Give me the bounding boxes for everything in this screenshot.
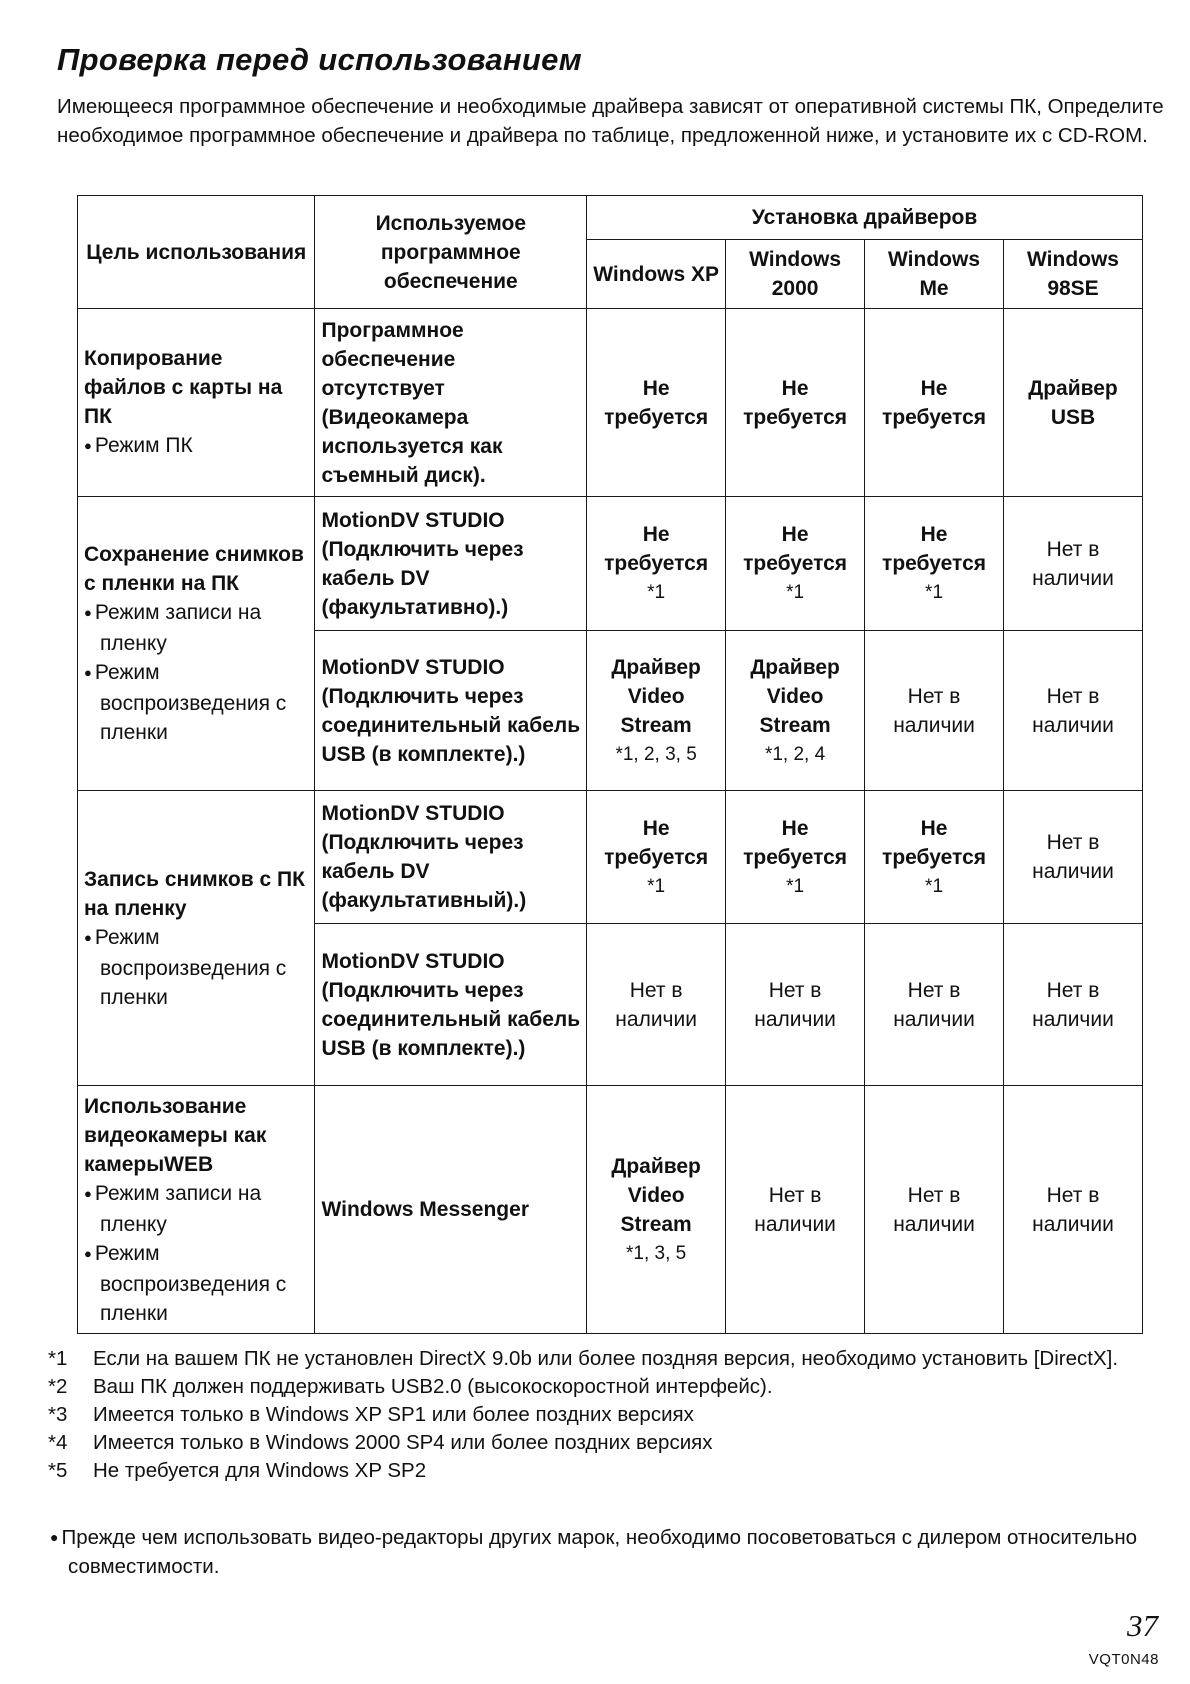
purpose-cell <box>78 309 315 497</box>
mode-item: ● Режим воспроизведения с пленки <box>84 658 308 747</box>
table-row <box>78 309 1143 497</box>
purpose-title: Запись снимков с ПК на пленку <box>84 867 305 920</box>
header-os-me: Windows Me <box>865 240 1004 309</box>
table-header-row <box>78 196 1143 240</box>
header-os-xp: Windows XP <box>587 240 726 309</box>
driver-cell: Драйвер Video Stream *1, 2, 3, 5 <box>587 631 726 791</box>
table-row <box>78 1086 1143 1334</box>
purpose-title: Использование видеокамеры как камерыWEB <box>84 1094 267 1176</box>
driver-cell: Не требуется *1 <box>726 791 865 924</box>
driver-cell: Не требуется <box>865 309 1004 497</box>
driver-cell: Драйвер USB <box>1004 309 1143 497</box>
footnote: *1 Если на вашем ПК не установлен DirectX 9.0b или более поздняя версия, необходимо установить [DirectX]. <box>48 1347 1119 1370</box>
driver-cell: Нет в наличии <box>865 1086 1004 1334</box>
driver-cell: Не требуется *1 <box>726 497 865 631</box>
mode-item: ● Режим воспроизведения с пленки <box>84 1239 308 1328</box>
footnote: *2 Ваш ПК должен поддерживать USB2.0 (высокоскоростной интерфейс). <box>48 1375 773 1398</box>
driver-cell: Нет в наличии <box>587 924 726 1086</box>
mode-item: ● Режим воспроизведения с пленки <box>84 923 308 1012</box>
footnote: *5 Не требуется для Windows XP SP2 <box>48 1459 427 1482</box>
driver-cell: Не требуется *1 <box>865 791 1004 924</box>
purpose-title: Копирование файлов с карты на ПК <box>84 346 283 428</box>
table-row <box>78 497 1143 631</box>
header-purpose: Цель использования <box>78 196 315 309</box>
purpose-cell <box>78 497 315 791</box>
software-cell: MotionDV STUDIO (Подключить через кабель DV (факультативный).) <box>315 791 587 924</box>
compatibility-note: ● Прежде чем использовать видео-редакторы других марок, необходимо посоветоваться с дилером относительно совместимости. <box>50 1524 1188 1581</box>
driver-cell: Драйвер Video Stream *1, 2, 4 <box>726 631 865 791</box>
driver-cell: Не требуется *1 <box>587 497 726 631</box>
driver-cell: Не требуется *1 <box>587 791 726 924</box>
driver-cell: Нет в наличии <box>865 631 1004 791</box>
driver-cell: Драйвер Video Stream *1, 3, 5 <box>587 1086 726 1334</box>
intro-text: Имеющееся программное обеспечение и необходимые драйвера зависят от оперативной системы ПК, Определите необходимое программное обеспечение и драйвера по таблице, предложенной ниже, и установите их с CD-ROM. <box>57 95 1164 147</box>
driver-cell: Нет в наличии <box>1004 924 1143 1086</box>
software-cell: Программное обеспечение отсутствует (Видеокамера используется как съемный диск). <box>315 309 587 497</box>
driver-cell: Нет в наличии <box>1004 791 1143 924</box>
footnotes <box>48 1345 1168 1485</box>
driver-table <box>77 195 1143 1334</box>
driver-cell: Не требуется <box>587 309 726 497</box>
mode-item: ● Режим записи на пленку <box>84 598 308 658</box>
page-title: Проверка перед использованием <box>57 42 582 77</box>
header-drivers: Установка драйверов <box>587 196 1143 240</box>
software-cell: MotionDV STUDIO (Подключить через кабель DV (факультативно).) <box>315 497 587 631</box>
driver-cell: Нет в наличии <box>726 1086 865 1334</box>
header-os-98se: Windows 98SE <box>1004 240 1143 309</box>
mode-item: ● Режим ПК <box>84 431 308 462</box>
software-cell: MotionDV STUDIO (Подключить через соединительный кабель USB (в комплекте).) <box>315 631 587 791</box>
driver-cell: Не требуется <box>726 309 865 497</box>
mode-item: ● Режим записи на пленку <box>84 1179 308 1239</box>
purpose-title: Сохранение снимков с пленки на ПК <box>84 543 304 595</box>
page-number: 37 <box>1127 1608 1158 1643</box>
document-code: VQT0N48 <box>1088 1651 1159 1668</box>
footnote: *4 Имеется только в Windows 2000 SP4 или более поздних версиях <box>48 1431 713 1454</box>
driver-cell: Нет в наличии <box>865 924 1004 1086</box>
driver-cell: Нет в наличии <box>1004 631 1143 791</box>
header-os-2000: Windows 2000 <box>726 240 865 309</box>
driver-cell: Нет в наличии <box>1004 1086 1143 1334</box>
software-cell: MotionDV STUDIO (Подключить через соединительный кабель USB (в комплекте).) <box>315 924 587 1086</box>
purpose-cell <box>78 791 315 1086</box>
software-cell: Windows Messenger <box>315 1086 587 1334</box>
footnote: *3 Имеется только в Windows XP SP1 или более поздних версиях <box>48 1403 694 1426</box>
driver-cell: Нет в наличии <box>1004 497 1143 631</box>
driver-cell: Нет в наличии <box>726 924 865 1086</box>
header-software: Используемое программное обеспечение <box>315 196 587 309</box>
driver-cell: Не требуется *1 <box>865 497 1004 631</box>
table-row <box>78 791 1143 924</box>
purpose-cell <box>78 1086 315 1334</box>
